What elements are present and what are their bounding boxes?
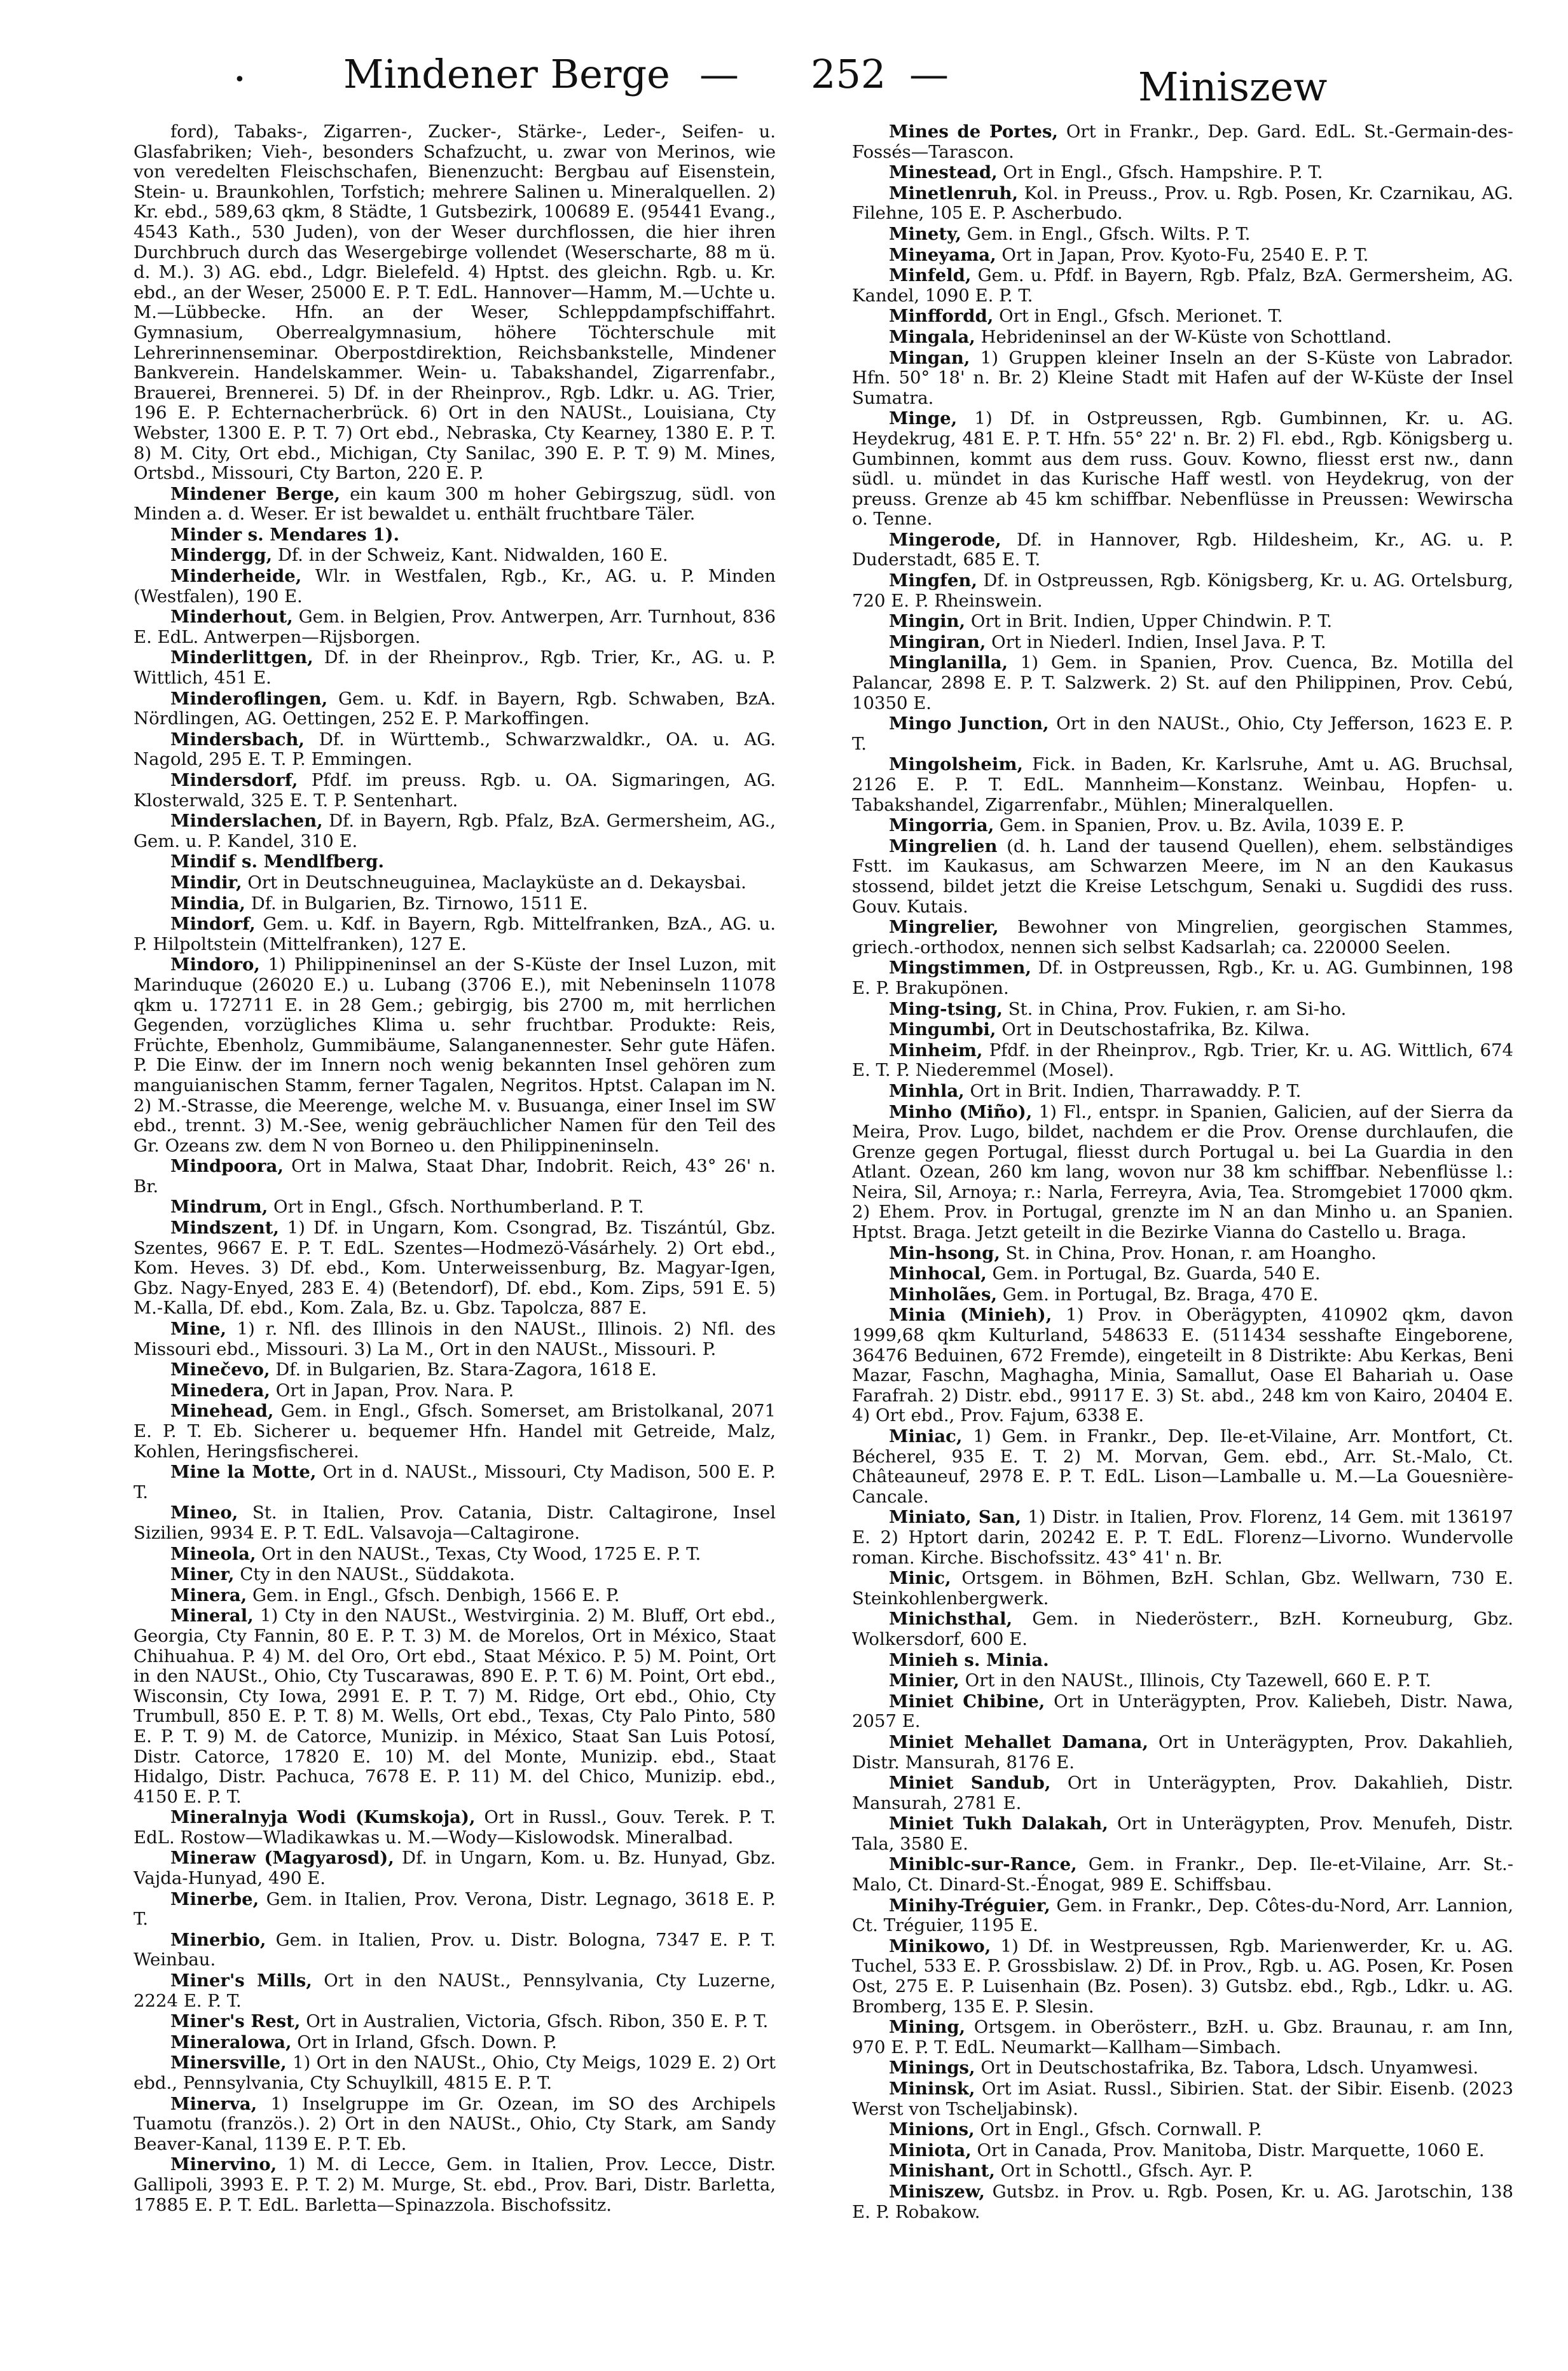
entry-text: 1) Gruppen kleiner Inseln an der S-Küste von Labrador. Hfn. 50° 18' n. Br. 2) Kleine Stadt mit Hafen auf der W-Küste der Insel Sumatra. [852, 347, 1513, 408]
entry-headword: Minerbio, [170, 1929, 266, 1950]
entry-headword: Mindorf, [170, 914, 256, 935]
entry-text: Cty in den NAUSt., Süddakota. [234, 1564, 515, 1585]
dictionary-entry [134, 1808, 776, 1848]
dictionary-entry [852, 224, 1513, 245]
dictionary-entry [134, 873, 776, 893]
entry-text: Gem. in Spanien, Prov. u. Bz. Avila, 1039 E. P. [994, 815, 1405, 836]
dictionary-entry [852, 816, 1513, 836]
dictionary-entry [134, 2155, 776, 2215]
dictionary-entry [134, 730, 776, 770]
entry-headword: Ming-tsing, [889, 998, 1003, 1019]
entry-text: Hebrideninsel an der W-Küste von Schottland. [975, 326, 1392, 347]
dictionary-entry [852, 1082, 1513, 1102]
entry-headword: Minhla, [889, 1080, 965, 1101]
entry-text: Ort in Unterägypten, Prov. Dakahlieh, Distr. Mansurah, 8176 E. [852, 1731, 1513, 1773]
entry-headword: Mindergg, [170, 545, 273, 566]
dictionary-entry [134, 1606, 776, 1807]
entry-text: 1) Df. in Westpreussen, Rgb. Marienwerder, Kr. u. AG. Tuchel, 533 E. P. Grossbislaw. 2) Df. in Prov., Rgb. u. AG. Posen, Kr. Posen Ost, 275 E. P. Luisenhain (Bz. Posen). 3) Gutsbz. ebd., Rgb., Ldkr. u. AG. Bromberg, 135 E. P. Slesin. [852, 1935, 1513, 2017]
dictionary-entry [134, 955, 776, 1156]
dictionary-entry [852, 1671, 1513, 1691]
entry-text: Ort in Unterägypten, Prov. Menufeh, Distr. Tala, 3580 E. [852, 1813, 1513, 1854]
entry-text: (d. h. Land der tausend Quellen), ehem. selbständiges Fstt. im Kaukasus, am Schwarzen Meere, im N an den Kaukasus stossend, bildet jetzt die Kreise Letschgum, Senaki u. Sugdidi des russ. Gouv. Kutais. [852, 835, 1513, 917]
entry-text: Gutsbz. in Prov. u. Rgb. Posen, Kr. u. AG. Jarotschin, 138 E. P. Robakow. [852, 2181, 1513, 2222]
dictionary-entry [852, 1264, 1513, 1284]
dictionary-entry [852, 2182, 1513, 2222]
dictionary-entry [134, 1971, 776, 2011]
dictionary-entry [134, 122, 776, 484]
entry-headword: Miniszew, [889, 2181, 985, 2202]
entry-text: 1) Ort in den NAUSt., Ohio, Cty Meigs, 1029 E. 2) Ort ebd., Pennsylvania, Cty Schuylkill, 4815 E. P. T. [134, 2052, 776, 2093]
dictionary-entry [134, 1360, 776, 1380]
dictionary-entry [852, 837, 1513, 917]
dictionary-entry [134, 648, 776, 688]
entry-text: Ort in Brit. Indien, Upper Chindwin. P. T. [965, 611, 1333, 632]
dictionary-entry [852, 612, 1513, 632]
dictionary-entry [852, 958, 1513, 998]
entry-headword: Minderlittgen, [170, 647, 313, 668]
dictionary-entry [852, 755, 1513, 815]
dictionary-entry [134, 1381, 776, 1401]
entry-headword: Minersville, [170, 2052, 287, 2073]
entry-headword: Minehead, [170, 1401, 274, 1422]
entry-text: Gem. u. Pfdf. in Bayern, Rgb. Pfalz, BzA. Germersheim, AG. Kandel, 1090 E. P. T. [852, 265, 1513, 306]
entry-text: Ort in Japan, Prov. Nara. P. [270, 1380, 514, 1401]
entry-headword: Minderslachen, [170, 811, 323, 832]
entry-headword: Minholães, [889, 1284, 998, 1305]
dictionary-entry [134, 1319, 776, 1359]
dictionary-entry [852, 266, 1513, 306]
entry-text: St. in Italien, Prov. Catania, Distr. Caltagirone, Insel Sizilien, 9934 E. P. T. EdL. Valsavoja—Caltagirone. [134, 1502, 776, 1543]
entry-text: 1) Prov. in Oberägypten, 410902 qkm, davon 1999,68 qkm Kulturland, 548633 E. (511434 sesshafte Eingeborene, 36476 Beduinen, 672 Fremde), eingeteilt in 8 Distrikte: Abu Kerkas, Beni Mazar, Faschn, Maghagha, Minia, Samallut, Oase El Bahariah u. Oase Farafrah. 2) Distr. ebd., 99117 E. 3) St. abd., 248 km von Kairo, 20404 E. 4) Ort ebd., Prov. Fajum, 6338 E. [852, 1305, 1513, 1426]
dictionary-entry [852, 306, 1513, 327]
entry-headword: Minheim, [889, 1040, 983, 1061]
entry-headword: Mininsk, [889, 2079, 975, 2099]
entry-text: Ort in Australien, Victoria, Gfsch. Ribon, 350 E. P. T. [300, 2011, 769, 2032]
entry-headword: Miniet Sandub, [889, 1773, 1051, 1794]
dictionary-entry [852, 1041, 1513, 1081]
dictionary-entry [134, 1401, 776, 1462]
entry-text: Ort in Engl., Gfsch. Merionet. T. [993, 306, 1283, 327]
entry-text: Ort in den NAUSt., Texas, Cty Wood, 1725 E. P. T. [256, 1543, 701, 1564]
entry-headword: Miner, [170, 1564, 235, 1585]
entry-headword: Minerbe, [170, 1888, 259, 1909]
entry-headword: Minderhout, [170, 607, 293, 628]
entry-headword: Mingolsheim, [889, 754, 1023, 775]
dictionary-entry [852, 917, 1513, 958]
entry-text: Ort in Irland, Gfsch. Down. P. [291, 2031, 557, 2052]
page-number: 252 [811, 51, 886, 97]
entry-headword: Mineyama, [889, 244, 996, 265]
entry-headword: Miner's Rest, [170, 2011, 301, 2032]
entry-text: Gem. in Portugal, Bz. Braga, 470 E. [997, 1284, 1319, 1305]
dictionary-entry [134, 2033, 776, 2053]
entry-headword: Mineralnyja Wodi (Kumskoja), [170, 1807, 476, 1828]
entry-text: Ortsgem. in Oberösterr., BzH. u. Gbz. Braunau, r. am Inn, 970 E. P. T. EdL. Neumarkt—Kallham—Simbach. [852, 2017, 1513, 2058]
entry-text: 1) Gem. in Frankr., Dep. Ile-et-Vilaine, Arr. Montfort, Ct. Bécherel, 935 E. T. 2) M. Morvan, Gem. ebd., Arr. St.-Malo, Ct. Châteauneuf, 2978 E. P. T. EdL. Lison—Lamballe u. M.—La Gouesnière-Cancale. [852, 1426, 1513, 1507]
entry-text: Gem. in Engl., Gfsch. Wilts. P. T. [961, 223, 1251, 244]
entry-headword: Mingstimmen, [889, 958, 1032, 979]
dictionary-entry [852, 1773, 1513, 1813]
entry-headword: Minishant, [889, 2161, 995, 2182]
entry-headword: Minfeld, [889, 265, 972, 286]
dictionary-entry [134, 1462, 776, 1502]
entry-headword: Minier, [889, 1670, 959, 1691]
entry-headword: Minho (Miño), [889, 1101, 1033, 1122]
entry-headword: Mindoro, [170, 954, 260, 975]
dictionary-entry [134, 914, 776, 954]
entry-text: Gem. in Frankr., Dep. Ile-et-Vilaine, Arr. St.-Malo, Ct. Dinard-St.-Énogat, 989 E. Schiffsbau. [852, 1854, 1513, 1895]
entry-text: Pfdf. in der Rheinprov., Rgb. Trier, Kr. u. AG. Wittlich, 674 E. T. P. Niederemmel (Mosel). [852, 1040, 1513, 1081]
entry-headword: Mingala, [889, 326, 975, 347]
entry-text: Bewohner von Mingrelien, georgischen Stammes, griech.-orthodox, nennen sich selbst Kadsarlah; ca. 220000 Seelen. [852, 917, 1513, 958]
entry-headword: Mindrum, [170, 1197, 268, 1218]
entry-headword: Minings, [889, 2058, 975, 2079]
entry-text: Df. in Ostpreussen, Rgb. Königsberg, Kr. u. AG. Ortelsburg, 720 E. P. Rheinswein. [852, 570, 1513, 611]
entry-headword: Miniet Tukh Dalakah, [889, 1813, 1108, 1834]
entry-text: Ortsgem. in Böhmen, BzH. Schlan, Gbz. Wellwarn, 730 E. Steinkohlenbergwerk. [852, 1568, 1513, 1609]
dictionary-entry [134, 525, 776, 546]
entry-headword: Mineo, [170, 1502, 238, 1523]
dictionary-entry [134, 1503, 776, 1543]
entry-headword: Mineola, [170, 1543, 256, 1564]
entry-headword: Mindersbach, [170, 729, 305, 750]
entry-headword: Minestead, [889, 162, 998, 183]
page-header [0, 38, 1568, 134]
entry-headword: Mine, [170, 1319, 226, 1340]
dictionary-entry [852, 1569, 1513, 1609]
entry-text: Ort in Unterägypten, Prov. Kaliebeh, Distr. Nawa, 2057 E. [852, 1691, 1513, 1732]
entry-text: Ort in Japan, Prov. Kyoto-Fu, 2540 E. P. T. [996, 244, 1369, 265]
header-left-keyword: Mindener Berge [343, 51, 670, 97]
dictionary-entry [134, 567, 776, 607]
dictionary-entry [852, 1937, 1513, 2017]
entry-headword: Minderheide, [170, 566, 302, 587]
entry-text: Gem. u. Kdf. in Bayern, Rgb. Mittelfranken, BzA., AG. u. P. Hilpoltstein (Mittelfranken), 127 E. [134, 914, 776, 954]
entry-headword: Mingorria, [889, 815, 994, 836]
dictionary-entry [134, 852, 776, 872]
entry-headword: Minic, [889, 1568, 951, 1589]
dictionary-entry [134, 1890, 776, 1930]
entry-text: 1) Cty in den NAUSt., Westvirginia. 2) M. Bluff, Ort ebd., Georgia, Cty Fannin, 80 E. P. T. 3) M. de Morelos, Ort in México, Staat Chihuahua. P. 4) M. del Oro, Ort ebd., Staat México. P. 5) M. Point, Ort in den NAUSt., Ohio, Cty Tuscarawas, 890 E. P. T. 6) M. Point, Ort ebd., Wisconsin, Cty Iowa, 2991 E. P. T. 7) M. Ridge, Ort ebd., Ohio, Cty Trumbull, 850 E. P. T. 8) M. Wells, Ort ebd., Texas, Cty Palo Pinto, 580 E. P. T. 9) M. de Catorce, Munizip. in México, Staat San Luis Potosí, Distr. Catorce, 17820 E. 10) M. del Monte, Munizip. ebd., Staat Hidalgo, Distr. Pachuca, 7678 E. P. 11) M. del Chico, Munizip. ebd., 4150 E. P. T. [134, 1605, 776, 1807]
entry-text: Ort in d. NAUSt., Missouri, Cty Madison, 500 E. P. T. [134, 1462, 776, 1502]
entry-text: St. in China, Prov. Fukien, r. am Si-ho. [1002, 998, 1347, 1019]
entry-text: Pfdf. im preuss. Rgb. u. OA. Sigmaringen, AG. Klosterwald, 325 E. T. P. Sentenhart. [134, 770, 776, 811]
entry-text: Df. in Hannover, Rgb. Hildesheim, Kr., AG. u. P. Duderstadt, 685 E. T. [852, 529, 1513, 570]
entry-text: Df. in der Rheinprov., Rgb. Trier, Kr., AG. u. P. Wittlich, 451 E. [134, 647, 776, 689]
dictionary-entry [852, 714, 1513, 754]
dictionary-entry [134, 1586, 776, 1606]
dictionary-entry [852, 633, 1513, 653]
dictionary-entry [852, 327, 1513, 348]
entry-text: Ort in Deutschostafrika, Bz. Tabora, Ldsch. Unyamwesi. [975, 2058, 1479, 2079]
entry-text: ford), Tabaks-, Zigarren-, Zucker-, Stärke-, Leder-, Seifen- u. Glasfabriken; Vieh-, besonders Schafzucht, u. zwar von Merinos, wie von veredelten Fleischschafen, Bienenzucht: Bergbau auf Eisenstein, Stein- u. Braunkohlen, Torfstich; mehrere Salinen u. Mineralquellen. 2) Kr. ebd., 589,63 qkm, 8 Städte, 1 Gutsbezirk, 100689 E. (95441 Evang., 4543 Kath., 530 Juden), von der Weser durchflossen, die hier ihren Durchbruch durch das Wesergebirge vollendet (Weserscharte, 88 m ü. d. M.). 3) AG. ebd., Ldgr. Bielefeld. 4) Hptst. des gleichn. Rgb. u. Kr. ebd., an der Weser, 25000 E. P. T. EdL. Hannover—Hamm, M.—Uchte u. M.—Lübbecke. Hfn. an der Weser, Schleppdampfschiffahrt. Gymnasium, Oberrealgymnasium, höhere Töchterschule mit Lehrerinnenseminar. Oberpostdirektion, Reichsbankstelle, Mindener Bankverein. Handelskammer. Wein- u. Tabakshandel, Zigarrenfabr., Brauerei, Brennerei. 5) Df. in der Rheinprov., Rgb. Ldkr. u. AG. Trier, 196 E. P. Echternacherbrück. 6) Ort in den NAUSt., Louisiana, Cty Webster, 1300 E. P. T. 7) Ort ebd., Nebraska, Cty Kearney, 1380 E. P. T. 8) M. City, Ort ebd., Michigan, Cty Sanilac, 390 E. P. T. 9) M. Mines, Ortsbd., Missouri, Cty Barton, 220 E. P. [134, 122, 776, 484]
dictionary-entry [852, 1733, 1513, 1773]
dictionary-entry [852, 409, 1513, 530]
dictionary-entry [852, 2120, 1513, 2140]
entry-text: 1) Inselgruppe im Gr. Ozean, im SO des Archipels Tuamotu (französ.). 2) Ort in den NAUSt., Ohio, Cty Stark, am Sandy Beaver-Kanal, 1139 E. P. T. Eb. [134, 2093, 776, 2154]
dictionary-entry [134, 1544, 776, 1565]
dictionary-entry [134, 811, 776, 851]
header-dash-right: — [909, 51, 949, 97]
entry-text: Fick. in Baden, Kr. Karlsruhe, Amt u. AG. Bruchsal, 2126 E. P. T. EdL. Mannheim—Konstanz. Weinbau, Hopfen- u. Tabakshandel, Zigarrenfabr., Mühlen; Mineralquellen. [852, 754, 1513, 815]
entry-text: 1) Df. in Ungarn, Kom. Csongrad, Bz. Tiszántúl, Gbz. Szentes, 9667 E. P. T. EdL. Szentes—Hodmezö-Vásárhely. 2) Ort ebd., Kom. Heves. 3) Df. ebd., Kom. Unterweissenburg, Bz. Magyar-Igen, Gbz. Nagy-Enyed, 283 E. 4) (Betendorf), Df. ebd., Kom. Zips, 591 E. 5) M.-Kalla, Df. ebd., Kom. Zala, Bz. u. Gbz. Tapolcza, 887 E. [134, 1218, 776, 1319]
entry-headword: Mindir, [170, 872, 242, 893]
entry-text: Df. in Ungarn, Kom. u. Bz. Hunyad, Gbz. Vajda-Hunyad, 490 E. [134, 1848, 776, 1889]
entry-text: Ort in Russl., Gouv. Terek. P. T. EdL. Rostow—Wladikawkas u. M.—Wody—Kislowodsk. Mineralbad. [134, 1807, 776, 1848]
entry-text: Ort in den NAUSt., Illinois, Cty Tazewell, 660 E. P. T. [959, 1670, 1431, 1691]
dictionary-entry [852, 184, 1513, 224]
dictionary-entry [134, 546, 776, 566]
entry-headword: Miniota, [889, 2140, 972, 2161]
entry-text: Ort in den NAUSt., Ohio, Cty Jefferson, 1623 E. P. T. [852, 713, 1513, 754]
bullet-mark: • [234, 69, 245, 91]
entry-text: St. in China, Prov. Honan, r. am Hoangho. [1000, 1242, 1377, 1263]
dictionary-entry [852, 348, 1513, 409]
dictionary-entry [852, 530, 1513, 570]
dictionary-entry [852, 1305, 1513, 1426]
dictionary-entry [134, 1848, 776, 1888]
entry-text: Ort in Deutschostafrika, Bz. Kilwa. [996, 1019, 1310, 1040]
entry-headword: Mingin, [889, 611, 966, 632]
entry-headword: Miniet Chibine, [889, 1691, 1045, 1712]
entry-headword: Minichsthal, [889, 1609, 1013, 1630]
entry-text: Df. in Württemb., Schwarzwaldkr., OA. u. AG. Nagold, 295 E. T. P. Emmingen. [134, 729, 776, 770]
entry-text: Ort in Schottl., Gfsch. Ayr. P. [994, 2161, 1253, 2182]
entry-headword: Miniac, [889, 1426, 963, 1447]
entry-headword: Minervino, [170, 2154, 277, 2175]
entry-text: Df. in Bulgarien, Bz. Tirnowo, 1511 E. [245, 893, 588, 914]
entry-headword: Min-hsong, [889, 1242, 1000, 1263]
entry-text: Ort in Niederl. Indien, Insel Java. P. T. [986, 631, 1326, 652]
entry-headword: Miner's Mills, [170, 1970, 312, 1991]
entry-headword: Mingerode, [889, 529, 1001, 550]
dictionary-entry [134, 1565, 776, 1585]
entry-text: Gem. in Engl., Gfsch. Denbigh, 1566 E. P. [247, 1584, 620, 1605]
dictionary-entry [134, 1157, 776, 1197]
entry-text: Kol. in Preuss., Prov. u. Rgb. Posen, Kr. Czarnikau, AG. Filehne, 105 E. P. Ascherbudo. [852, 182, 1513, 224]
entry-headword: Minedera, [170, 1380, 270, 1401]
entry-headword: Mines de Portes, [889, 122, 1059, 142]
entry-text: Ort in Engl., Gfsch. Cornwall. P. [974, 2119, 1262, 2140]
entry-text: Df. in Bulgarien, Bz. Stara-Zagora, 1618 E. [270, 1359, 657, 1380]
entry-headword: Minglanilla, [889, 652, 1008, 673]
dictionary-entry [852, 571, 1513, 611]
dictionary-entry [852, 1651, 1513, 1671]
entry-text: 1) Gem. in Spanien, Prov. Cuenca, Bz. Motilla del Palancar, 2898 E. P. T. Salzwerk. 2) St. auf den Philippinen, Prov. Cebú, 10350 E. [852, 652, 1513, 713]
entry-text: 1) Distr. in Italien, Prov. Florenz, 14 Gem. mit 136197 E. 2) Hptort darin, 20242 E. P. T. EdL. Florenz—Livorno. Wundervolle roman. Kirche. Bischofssitz. 43° 41' n. Br. [852, 1507, 1513, 1568]
entry-text: Gem. in Frankr., Dep. Côtes-du-Nord, Arr. Lannion, Ct. Tréguier, 1195 E. [852, 1895, 1513, 1936]
entry-headword: Mine la Motte, [170, 1462, 317, 1483]
dictionary-entry [852, 1020, 1513, 1040]
dictionary-entry [134, 894, 776, 914]
entry-text: Gem. u. Kdf. in Bayern, Rgb. Schwaben, BzA. Nördlingen, AG. Oettingen, 252 E. P. Markoffingen. [134, 688, 776, 729]
entry-headword: Mineralowa, [170, 2031, 292, 2052]
entry-headword: Mineral, [170, 1605, 254, 1626]
dictionary-entry [852, 1814, 1513, 1854]
entry-text: Ort in Engl., Gfsch. Hampshire. P. T. [997, 162, 1323, 183]
dictionary-entry [852, 1103, 1513, 1243]
entry-text: Ort in Malwa, Staat Dhar, Indobrit. Reich, 43° 26' n. Br. [134, 1156, 776, 1197]
entry-text: 1) M. di Lecce, Gem. in Italien, Prov. Lecce, Distr. Gallipoli, 3993 E. P. T. 2) M. Murge, St. ebd., Prov. Bari, Distr. Barletta, 17885 E. P. T. EdL. Barletta—Spinazzola. Bischofssitz. [134, 2154, 776, 2215]
entry-text: Ort in den NAUSt., Pennsylvania, Cty Luzerne, 2224 E. P. T. [134, 1970, 776, 2011]
dictionary-entry [134, 2053, 776, 2093]
dictionary-entry [134, 607, 776, 647]
entry-headword: Minderoflingen, [170, 688, 328, 709]
entry-headword: Minia (Minieh), [889, 1305, 1052, 1326]
dictionary-entry [852, 1427, 1513, 1507]
entry-text: 1) Df. in Ostpreussen, Rgb. Gumbinnen, Kr. u. AG. Heydekrug, 481 E. P. T. Hfn. 55° 22' n. Br. 2) Fl. ebd., Rgb. Königsberg u. Gumbinnen, kommt aus dem russ. Gouv. Kowno, fliesst erst nw., dann südl. u. mündet in das Kurische Haff westl. von Heydekrug, von der preuss. Grenze ab 45 km schiffbar. Nebenflüsse in Preussen: Wewirscha o. Tenne. [852, 408, 1513, 530]
entry-text: Ort in Frankr., Dep. Gard. EdL. St.-Germain-des-Fossés—Tarascon. [852, 122, 1513, 162]
entry-text: 1) r. Nfl. des Illinois in den NAUSt., Illinois. 2) Nfl. des Missouri ebd., Missouri. 3) La M., Ort in den NAUSt., Missouri. P. [134, 1319, 776, 1359]
entry-text: Ort in Canada, Prov. Manitoba, Distr. Marquette, 1060 E. [971, 2140, 1485, 2161]
entry-headword: Minikowo, [889, 1935, 991, 1956]
entry-headword: Mingrelier, [889, 917, 999, 938]
entry-text: Gem. in Niederösterr., BzH. Korneuburg, Gbz. Wolkersdorf, 600 E. [852, 1609, 1513, 1649]
dictionary-entry [852, 653, 1513, 713]
dictionary-entry [852, 1896, 1513, 1936]
entry-text: Gem. in Italien, Prov. u. Distr. Bologna, 7347 E. P. T. Weinbau. [134, 1929, 776, 1970]
entry-headword: Mindif s. Mendlfberg. [170, 851, 385, 872]
entry-headword: Mineraw (Magyarosd), [170, 1848, 394, 1869]
dictionary-entry [852, 1508, 1513, 1568]
dictionary-entry [852, 1692, 1513, 1732]
dictionary-entry [852, 2058, 1513, 2079]
entry-headword: Mingrelien [889, 835, 998, 856]
entry-headword: Minihy-Tréguier, [889, 1895, 1050, 1916]
dictionary-entry [852, 2141, 1513, 2161]
dictionary-entry [852, 245, 1513, 266]
dictionary-entry [852, 1609, 1513, 1649]
entry-text: Df. in Ostpreussen, Rgb., Kr. u. AG. Gumbinnen, 198 E. P. Brakupönen. [852, 958, 1513, 998]
entry-text: Df. in Bayern, Rgb. Pfalz, BzA. Germersheim, AG., Gem. u. P. Kandel, 310 E. [134, 811, 776, 851]
dictionary-entry [852, 1285, 1513, 1305]
header-dash-left: — [699, 51, 739, 97]
dictionary-entry [134, 485, 776, 525]
dictionary-entry [852, 1000, 1513, 1020]
entry-headword: Minions, [889, 2119, 975, 2140]
entry-headword: Mingiran, [889, 631, 986, 652]
entry-text: Wlr. in Westfalen, Rgb., Kr., AG. u. P. Minden (Westfalen), 190 E. [134, 566, 776, 607]
dictionary-entry [852, 122, 1513, 162]
entry-headword: Mingan, [889, 347, 970, 368]
dictionary-entry [852, 2079, 1513, 2119]
entry-headword: Minečevo, [170, 1359, 270, 1380]
dictionary-entry [852, 163, 1513, 183]
entry-text: 1) Fl., entspr. in Spanien, Galicien, auf der Sierra da Meira, Prov. Lugo, bildet, nachdem er die Prov. Orense durchlaufen, die Grenze gegen Portugal, fliesst durch Portugal u. bei La Guardia in den Atlant. Ozean, 260 km lang, wovon nur 38 km schiffbar. Nebenflüsse l.: Neira, Sil, Arnoya; r.: Narla, Ferreyra, Avia, Tea. Stromgebiet 17000 qkm. 2) Ehem. Prov. in Portugal, grenzte im N an dan Minho u. an Spanien. Hptst. Braga. Jetzt geteilt in die Bezirke Vianna do Castello u. Braga. [852, 1101, 1513, 1243]
dictionary-entry [134, 771, 776, 811]
entry-headword: Mindia, [170, 893, 245, 914]
entry-headword: Miniet Mehallet Damana, [889, 1731, 1148, 1752]
entry-text: Gem. in Italien, Prov. Verona, Distr. Legnago, 3618 E. P. T. [134, 1888, 776, 1930]
left-column [134, 122, 776, 2335]
entry-headword: Minerva, [170, 2093, 258, 2114]
entry-text: Ort in Unterägypten, Prov. Dakahlieh, Distr. Mansurah, 2781 E. [852, 1773, 1513, 1813]
entry-headword: Mining, [889, 2017, 966, 2038]
entry-headword: Mingumbi, [889, 1019, 996, 1040]
entry-headword: Minera, [170, 1584, 247, 1605]
entry-headword: Mingfen, [889, 570, 978, 591]
right-column [852, 122, 1513, 2335]
entry-text: Gem. in Portugal, Bz. Guarda, 540 E. [986, 1263, 1321, 1284]
entry-text: Ort im Asiat. Russl., Sibirien. Stat. der Sibir. Eisenb. (2023 Werst von Tscheljabinsk). [852, 2079, 1513, 2119]
dictionary-entry [134, 2094, 776, 2155]
entry-headword: Minffordd, [889, 306, 994, 327]
entry-headword: Minieh s. Minia. [889, 1649, 1049, 1670]
entry-headword: Minge, [889, 408, 958, 429]
entry-headword: Minder s. Mendares 1). [170, 524, 400, 545]
entry-headword: Miniato, San, [889, 1507, 1022, 1528]
entry-text: Gem. in Engl., Gfsch. Somerset, am Bristolkanal, 2071 E. P. T. Eb. Sicherer u. bequemer Hfn. Handel mit Getreide, Malz, Kohlen, Heringsfischerei. [134, 1401, 776, 1462]
entry-text: Gem. in Belgien, Prov. Antwerpen, Arr. Turnhout, 836 E. EdL. Antwerpen—Rijsborgen. [134, 607, 776, 647]
entry-headword: Mindersdorf, [170, 770, 298, 790]
dictionary-entry [852, 2161, 1513, 2182]
entry-text: ein kaum 300 m hoher Gebirgszug, südl. von Minden a. d. Weser. Er ist bewaldet u. enthält fruchtbare Täler. [134, 483, 776, 525]
entry-headword: Miniblc-sur-Rance, [889, 1854, 1077, 1875]
entry-headword: Minetlenruh, [889, 182, 1019, 203]
dictionary-entry [852, 2017, 1513, 2058]
dictionary-entry [134, 1197, 776, 1218]
dictionary-entry [134, 1930, 776, 1970]
entry-headword: Mindpoora, [170, 1156, 284, 1177]
entry-headword: Minety, [889, 223, 962, 244]
dictionary-entry [134, 689, 776, 729]
dictionary-entry [852, 1244, 1513, 1264]
dictionary-entry [134, 2012, 776, 2032]
entry-headword: Mindszent, [170, 1218, 279, 1239]
header-right-keyword: Miniszew [1138, 64, 1328, 110]
entry-text: Ort in Brit. Indien, Tharrawaddy. P. T. [964, 1080, 1302, 1101]
entry-text: Ort in Engl., Gfsch. Northumberland. P. T. [268, 1197, 644, 1218]
entry-headword: Mingo Junction, [889, 713, 1049, 734]
entry-text: Df. in der Schweiz, Kant. Nidwalden, 160 E. [272, 545, 668, 566]
entry-text: Ort in Deutschneuguinea, Maclayküste an d. Dekaysbai. [242, 872, 746, 893]
dictionary-entry [134, 1218, 776, 1319]
entry-headword: Mindener Berge, [170, 483, 341, 504]
entry-headword: Minhocal, [889, 1263, 987, 1284]
dictionary-entry [852, 1855, 1513, 1895]
entry-text: 1) Philippineninsel an der S-Küste der Insel Luzon, mit Marinduque (26020 E.) u. Lubang (3706 E.), mit Nebeninseln 11078 qkm u. 172711 E. in 28 Gem.; gebirgig, bis 2700 m, mit herrlichen Gegenden, vorzügliches Klima u. sehr fruchtbar. Produkte: Reis, Früchte, Ebenholz, Gummibäume, Salanganennester. Sehr gute Häfen. P. Die Einw. der im Innern noch wenig bekannten Insel gehören zum manguianischen Stamm, ferner Tagalen, Negritos. Hptst. Calapan im N. 2) M.-Strasse, die Meerenge, welche M. v. Busuanga, einer Insel im SW ebd., trennt. 3) M.-See, wenig gebräuchlicher Namen für den Teil des Gr. Ozeans zw. dem N von Borneo u. den Philippineninseln. [134, 954, 776, 1156]
